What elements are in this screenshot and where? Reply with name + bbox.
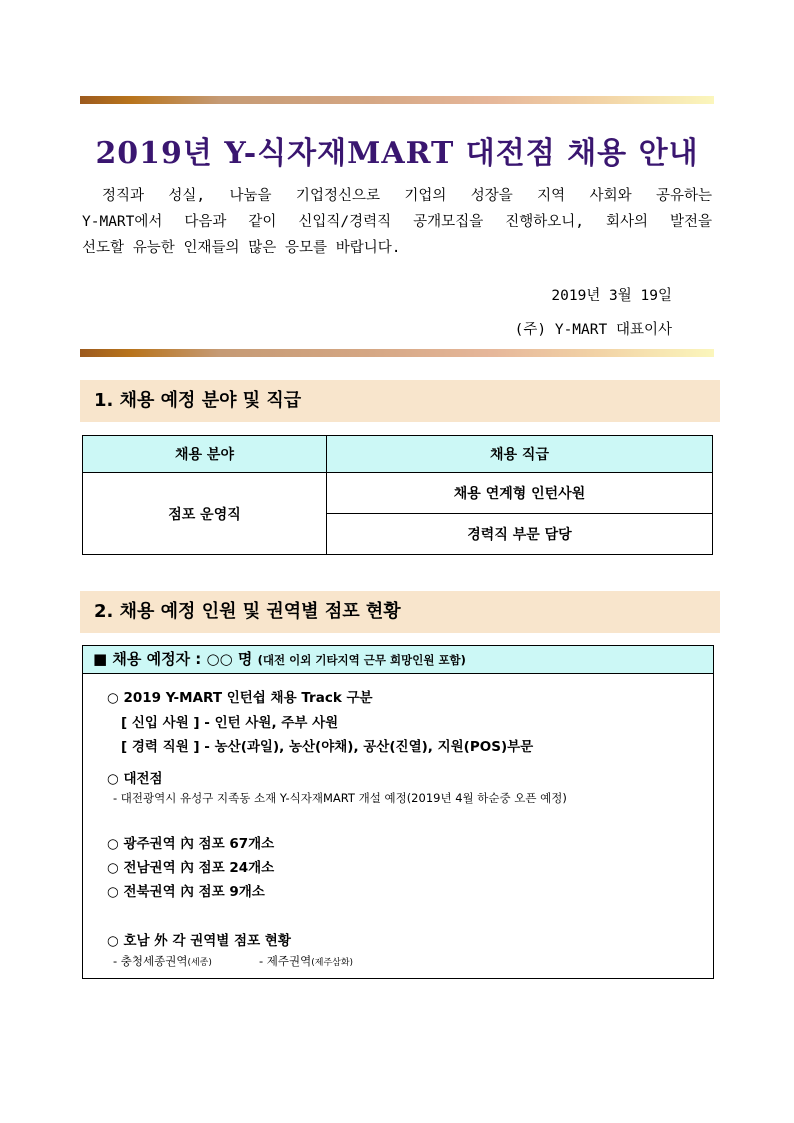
issue-date: 2019년 3월 19일 <box>551 288 672 304</box>
table-header-row <box>83 436 713 473</box>
cell-field: 점포 운영직 <box>83 473 327 555</box>
top-gradient-bar <box>80 96 714 104</box>
other-region-sub: (제주삼화) <box>311 958 354 968</box>
recruit-detail-box <box>82 645 714 979</box>
header-field: 채용 분야 <box>83 436 327 473</box>
header-grade: 채용 직급 <box>327 436 713 473</box>
other-region-chungcheong <box>113 953 212 969</box>
daejeon-desc: - 대전광역시 유성구 지족동 소재 Y-식자재MART 개설 예정(2019년 4월 하순중 오픈 예정) <box>113 791 567 805</box>
track-experienced: [ 경력 직원 ] - 농산(과일), 농산(야채), 공산(진열), 지원(POS)부문 <box>121 739 534 755</box>
intro-line-3: 선도할 유능한 인재들의 많은 응모를 바랍니다. <box>82 240 401 256</box>
region-jeonbuk: ○ 전북권역 內 점포 9개소 <box>107 884 265 900</box>
track-title: ○ 2019 Y-MART 인턴쉽 채용 Track 구분 <box>107 690 373 706</box>
recruit-field-table <box>82 435 713 555</box>
sender: (주) Y-MART 대표이사 <box>514 322 672 338</box>
document-title: 2019년 Y-식자재MART 대전점 채용 안내 <box>95 136 699 171</box>
intro-paragraph <box>82 183 712 261</box>
daejeon-title: ○ 대전점 <box>107 771 163 787</box>
bottom-gradient-bar <box>80 349 714 357</box>
intro-line-1: 정직과 성실, 나눔을 기업정신으로 기업의 성장을 지역 사회와 공유하는 <box>102 188 712 204</box>
section-2-heading: 2. 채용 예정 인원 및 권역별 점포 현황 <box>80 591 720 633</box>
table-row <box>83 473 713 514</box>
region-jeonnam: ○ 전남권역 內 점포 24개소 <box>107 860 275 876</box>
other-region-sub: (세종) <box>187 958 212 968</box>
other-region-jeju <box>259 953 353 969</box>
cell-grade-intern: 채용 연계형 인턴사원 <box>327 473 713 514</box>
other-region-name: - 제주권역 <box>259 954 312 968</box>
others-title: ○ 호남 外 각 권역별 점포 현황 <box>107 933 291 949</box>
track-new: [ 신입 사원 ] - 인턴 사원, 주부 사원 <box>121 715 339 731</box>
box-header-note: (대전 이외 기타지역 근무 희망인원 포함) <box>257 653 466 667</box>
box-header <box>83 646 713 674</box>
section-1-heading: 1. 채용 예정 분야 및 직급 <box>80 380 720 422</box>
other-region-name: - 충청세종권역 <box>113 954 188 968</box>
cell-grade-experienced: 경력직 부문 담당 <box>327 514 713 555</box>
region-gwangju: ○ 광주권역 內 점포 67개소 <box>107 836 275 852</box>
intro-line-2: Y-MART에서 다음과 같이 신입직/경력직 공개모집을 진행하오니, 회사의 발전을 <box>82 214 712 230</box>
box-header-title: ■ 채용 예정자 : ○○ 명 <box>93 650 253 668</box>
